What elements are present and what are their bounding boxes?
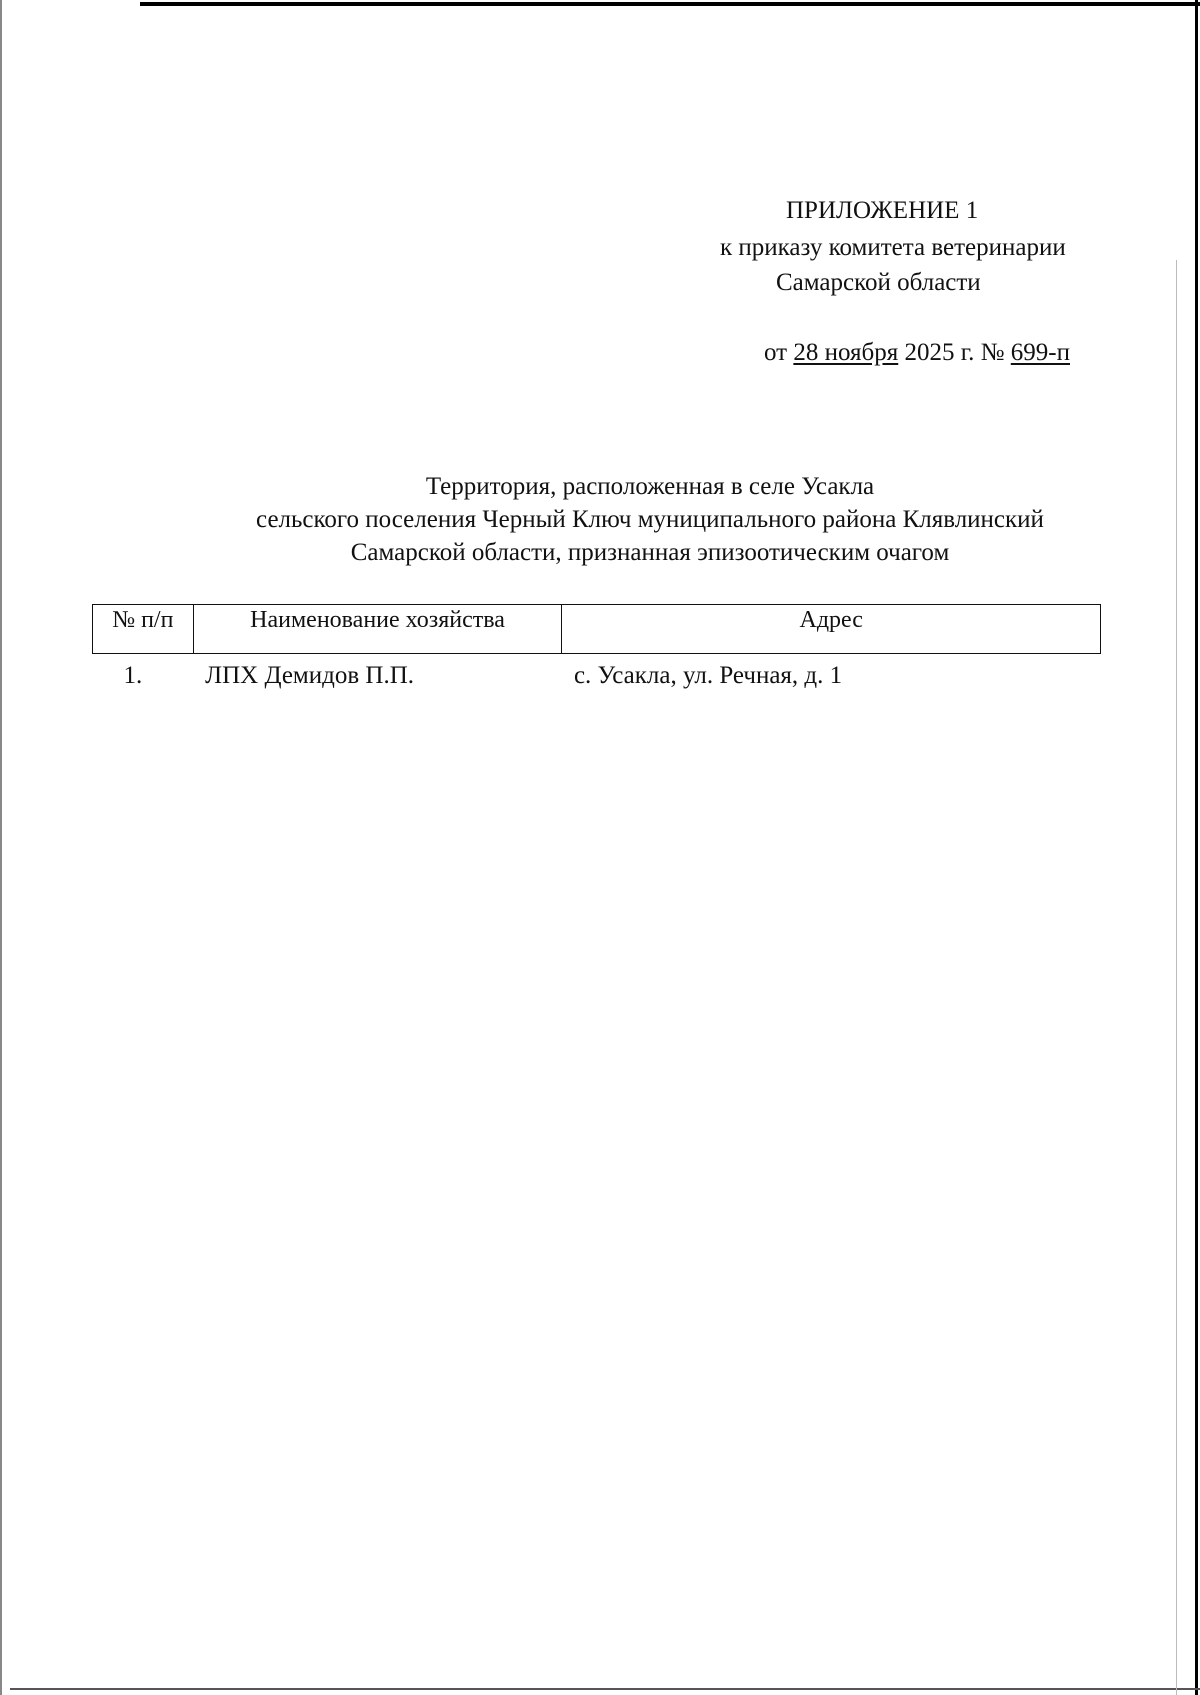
scan-edge-left [0, 0, 2, 1695]
table-header-row [93, 605, 1101, 654]
date-day-month: 28 ноября [793, 339, 899, 366]
row-farm-name: ЛПХ Демидов П.П. [205, 662, 415, 689]
row-number: 1. [123, 662, 143, 689]
date-prefix: от [764, 339, 794, 366]
appendix-date-line [764, 335, 1070, 370]
document-title-line-1: Территория, расположенная в селе Усакла [425, 473, 875, 500]
scan-edge-top [140, 2, 1200, 6]
appendix-order-reference: к приказу комитета ветеринарии [720, 234, 1066, 261]
header-farm-name: Наименование хозяйства [193, 605, 562, 654]
document-title [150, 470, 1150, 569]
document-title-line-2: сельского поселения Черный Ключ муниципального района Клявлинский [256, 506, 1044, 533]
appendix-title: ПРИЛОЖЕНИЕ 1 [786, 197, 979, 224]
date-year: 2025 г. № [898, 339, 1011, 366]
appendix-region: Самарской области [776, 269, 981, 296]
table-row [93, 654, 1101, 699]
farms-table [92, 604, 1101, 698]
row-address: с. Усакла, ул. Речная, д. 1 [573, 662, 843, 689]
scan-edge-right [1195, 0, 1198, 1695]
header-number: № п/п [93, 605, 194, 654]
scan-edge-inner [1176, 260, 1177, 1695]
document-title-line-3: Самарской области, признанная эпизоотическим очагом [350, 539, 950, 566]
scan-edge-bottom [10, 1688, 1200, 1690]
header-address: Адрес [562, 605, 1101, 654]
order-number: 699-п [1010, 339, 1070, 366]
